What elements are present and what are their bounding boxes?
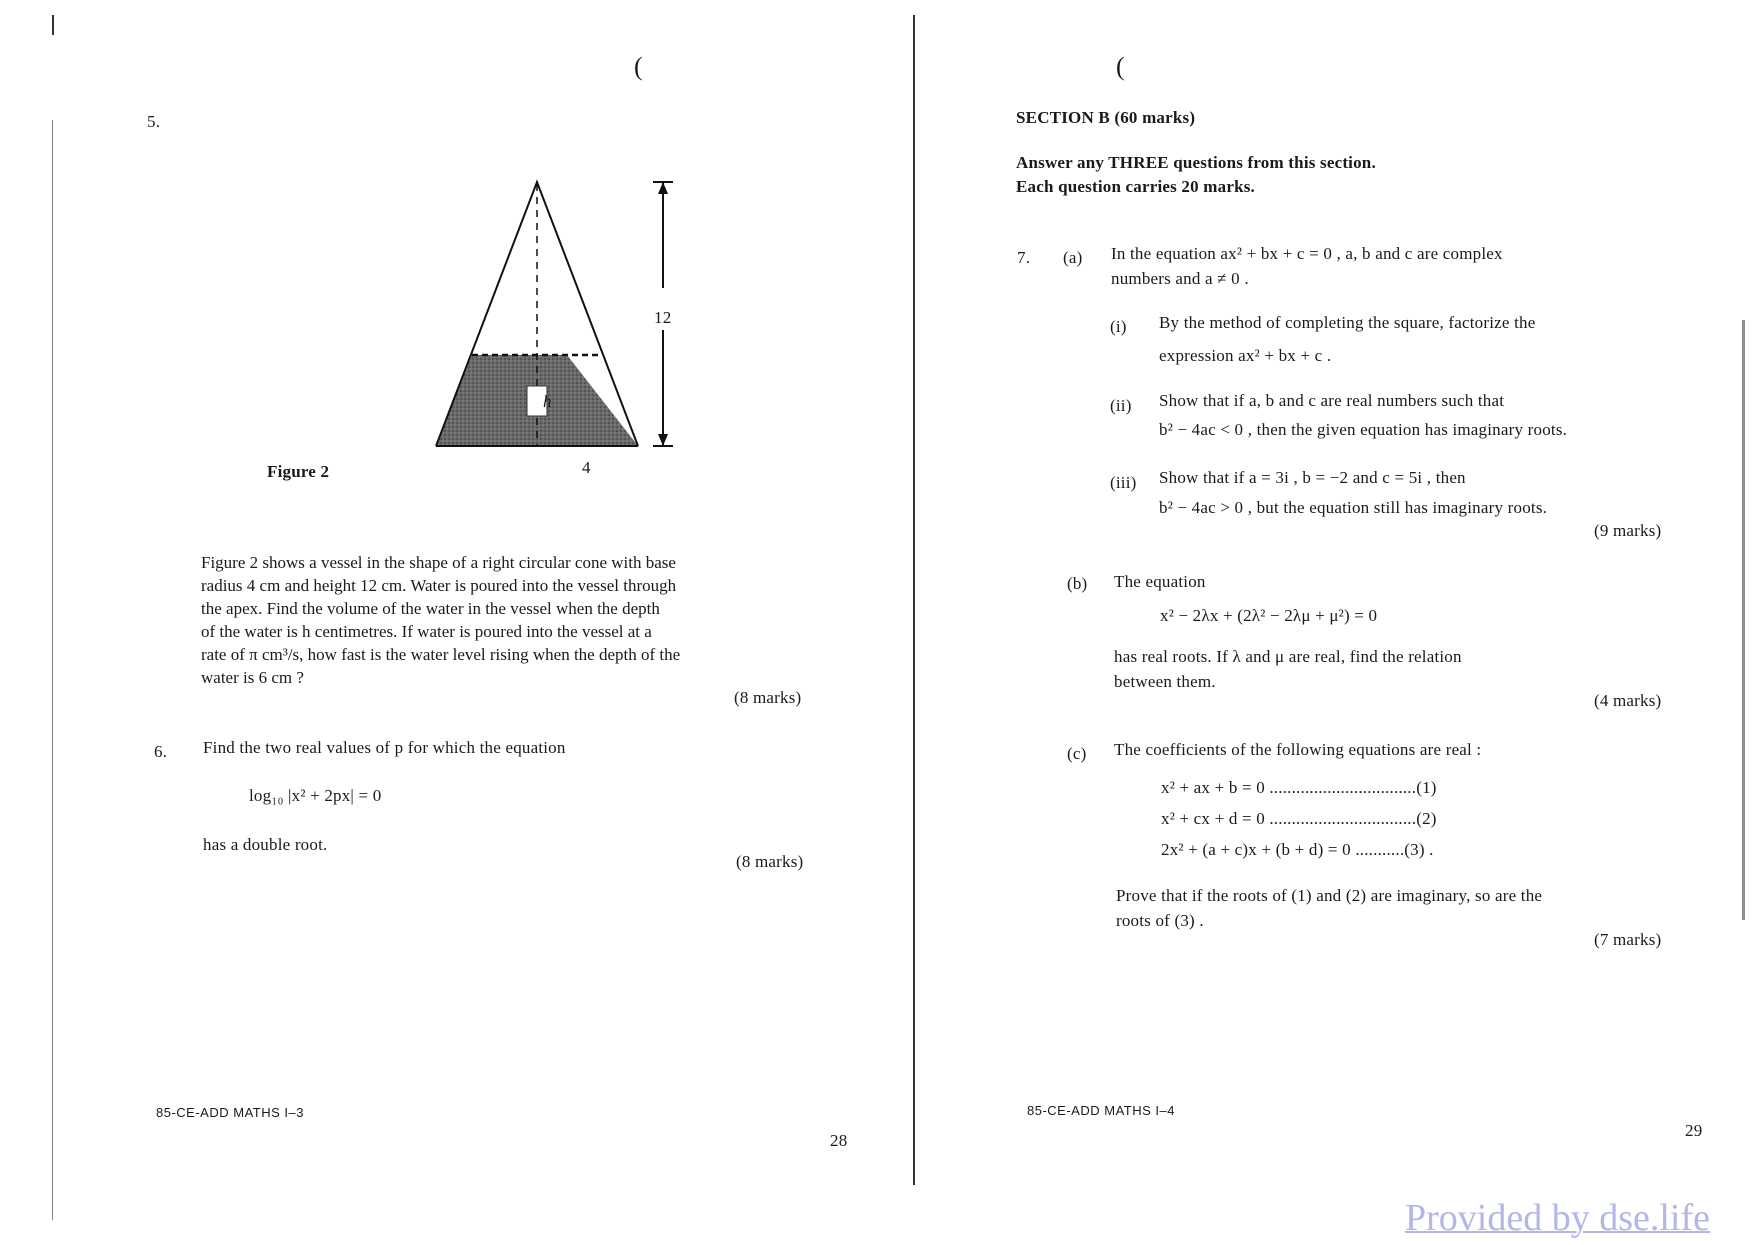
part-c-marks: (7 marks) [1594,930,1662,949]
part-a-label: (a) [1063,248,1083,267]
footer-code-right: 85-CE-ADD MATHS I–4 [1027,1103,1175,1118]
page-divider [913,15,915,1185]
part-a-marks: (9 marks) [1594,521,1662,540]
part-c-equation-2: x² + cx + d = 0 .................................(2) [1161,809,1437,828]
scan-mark [52,15,54,35]
question-6-marks: (8 marks) [736,852,804,871]
question-5-marks: (8 marks) [734,688,802,707]
question-6-text: Find the two real values of p for which the equation [203,738,566,757]
instruction-line-1: Answer any THREE questions from this section. [1016,153,1376,172]
depth-label: h [543,392,552,411]
question-6-number: 6. [154,742,168,761]
part-a-ii-line-1: Show that if a, b and c are real numbers such that [1159,391,1505,410]
height-label: 12 [654,308,672,327]
part-a-i-label: (i) [1110,317,1127,336]
part-a-line-2: numbers and a ≠ 0 . [1111,269,1249,288]
question-6-text-2: has a double root. [203,835,328,854]
part-b-line-3: between them. [1114,672,1216,691]
figure-caption: Figure 2 [267,462,330,481]
section-title: SECTION B (60 marks) [1016,108,1196,127]
part-b-marks: (4 marks) [1594,691,1662,710]
instruction-line-2: Each question carries 20 marks. [1016,177,1255,196]
footer-code-left: 85-CE-ADD MATHS I–3 [156,1105,304,1120]
paragraph-line: radius 4 cm and height 12 cm. Water is poured into the vessel through [201,576,677,595]
part-b-equation: x² − 2λx + (2λ² − 2λμ + μ²) = 0 [1160,606,1378,625]
page-marker-left: ( [634,52,643,81]
part-c-equation-3: 2x² + (a + c)x + (b + d) = 0 ...........(3) . [1161,840,1434,859]
part-a-line-1: In the equation ax² + bx + c = 0 , a, b and c are complex [1111,244,1503,263]
arrowhead-down [658,434,668,446]
paragraph-line: the apex. Find the volume of the water in the vessel when the depth [201,599,660,618]
part-a-ii-label: (ii) [1110,396,1132,415]
page-marker-right: ( [1116,52,1125,81]
paragraph-line: water is 6 cm ? [201,668,304,687]
page-number-right: 29 [1685,1121,1703,1140]
part-b-line-2: has real roots. If λ and μ are real, find the relation [1114,647,1462,666]
arrowhead-up [658,182,668,194]
paragraph-line: Figure 2 shows a vessel in the shape of a right circular cone with base [201,553,676,572]
part-c-line-3: roots of (3) . [1116,911,1204,930]
question-6-equation: log₁₀ |x² + 2px| = 0 [249,786,382,805]
question-5-paragraph [201,551,821,689]
watermark-link[interactable]: Provided by dse.life [1405,1197,1711,1239]
part-c-line-1: The coefficients of the following equations are real : [1114,740,1482,759]
part-a-iii-line-2: b² − 4ac > 0 , but the equation still has imaginary roots. [1159,498,1548,517]
part-a-iii-label: (iii) [1110,473,1137,492]
part-a-ii-line-2: b² − 4ac < 0 , then the given equation has imaginary roots. [1159,420,1568,439]
part-b-label: (b) [1067,574,1088,593]
question-7-number: 7. [1017,248,1031,267]
question-5-number: 5. [147,112,161,131]
part-b-line-1: The equation [1114,572,1206,591]
part-c-equation-1: x² + ax + b = 0 .................................(1) [1161,778,1437,797]
radius-label: 4 [582,458,591,477]
part-a-iii-line-1: Show that if a = 3i , b = −2 and c = 5i , then [1159,468,1466,487]
paragraph-line: rate of π cm³/s, how fast is the water level rising when the depth of the [201,645,681,664]
scan-edge-right [1742,320,1745,920]
part-a-i-line-2: expression ax² + bx + c . [1159,346,1332,365]
page-number-left: 28 [830,1131,848,1150]
part-c-label: (c) [1067,744,1087,763]
part-a-i-line-1: By the method of completing the square, factorize the [1159,313,1536,332]
scan-edge-left [52,120,53,1220]
paragraph-line: of the water is h centimetres. If water is poured into the vessel at a [201,622,652,641]
part-c-line-2: Prove that if the roots of (1) and (2) are imaginary, so are the [1116,886,1543,905]
